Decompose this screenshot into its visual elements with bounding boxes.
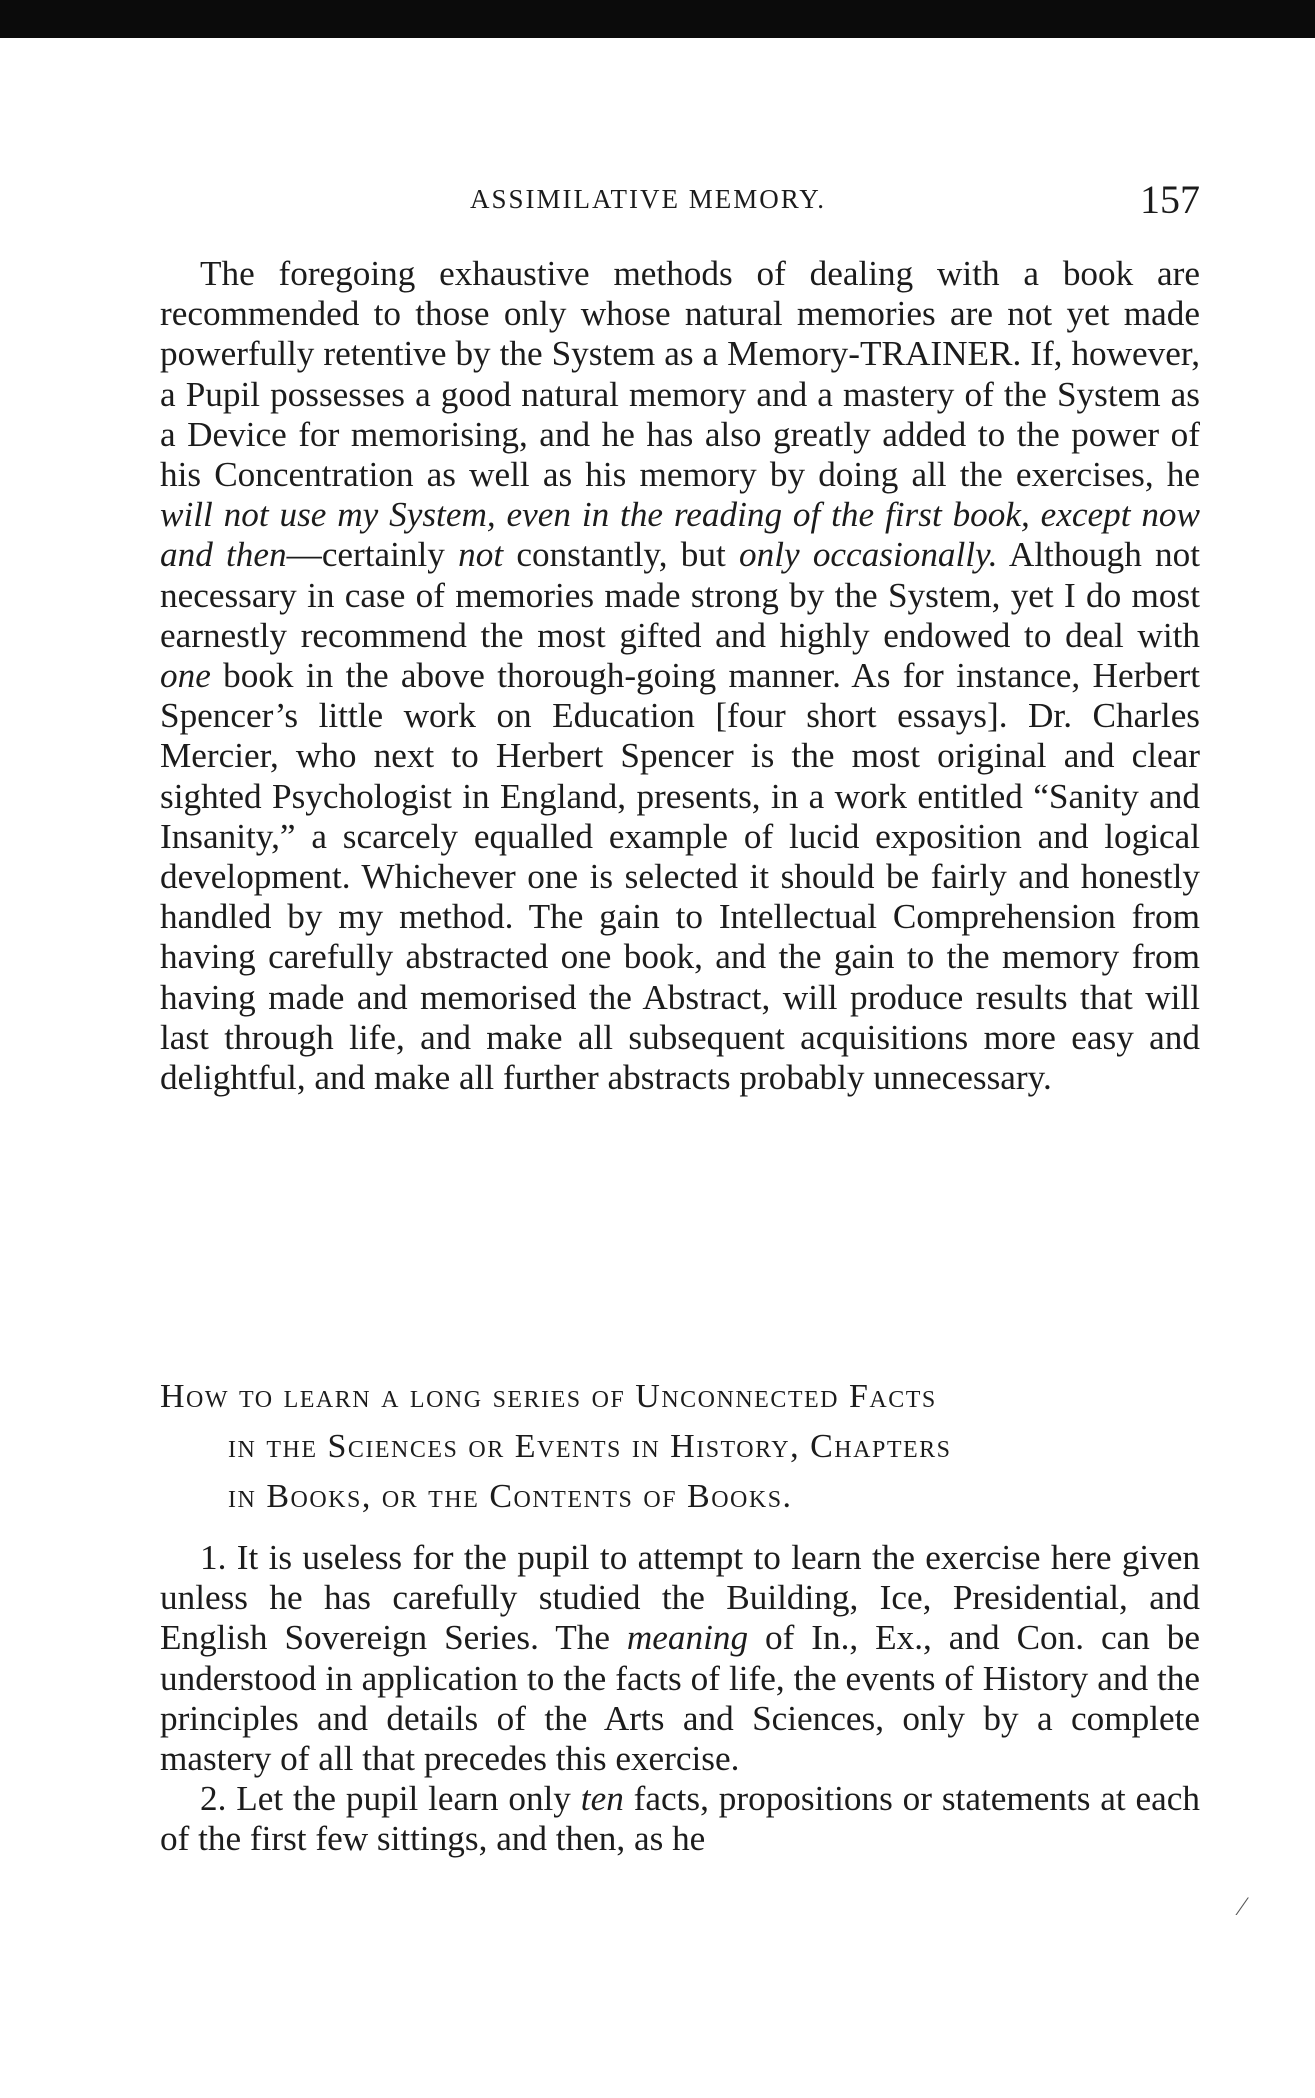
running-title: ASSIMILATIVE MEMORY. xyxy=(470,184,827,214)
text-run: facts, propositions or statements at each of the first few sittings, and then, as he xyxy=(160,1779,1201,1859)
heading-line-1: How to learn a long series of Unconnected Facts xyxy=(160,1378,937,1415)
italic-run: not xyxy=(458,535,504,575)
text-run: The foregoing exhaustive methods of dealing with a book are recommended to those only whose natural memories are not yet made powerfully retentive by the System as a Memory-TRAINER. If, however, a Pupil possesses a good natural memory and a mastery of the System as a Device for memorising, and he has also greatly added to the power of his Concentration as well as his memory by doing all the exercises, he xyxy=(160,254,1200,495)
point-2 xyxy=(160,1779,1200,1859)
paragraph-1 xyxy=(160,254,1200,1098)
heading-line-2: in the Sciences or Events in History, Chapters xyxy=(228,1428,952,1465)
text-run: Although not necessary in case of memories made strong by the System, yet I do most earnestly recommend the most gifted and highly endowed to deal with xyxy=(160,535,1201,655)
text-run: constantly, but xyxy=(503,535,739,575)
italic-run: will not use my System, even in the reading of the first book, except now and then xyxy=(160,495,1200,575)
heading-line-3: in Books, or the Contents of Books. xyxy=(228,1478,793,1515)
text-run: —certainly xyxy=(286,535,459,575)
text-run: book in the above thorough-going manner. As for instance, Herbert Spencer’s little work on Education [four short essays]. Dr. Charles Mercier, who next to Herbert Spencer is the most original and clear sighted Psychologist in England, presents, in a work entitled “Sanity and Insanity,” a scarcely equalled example of lucid exposition and logical development. Whichever one is selected it should be fairly and honestly handled by my method. The gain to Intellectual Comprehension from having carefully abstracted one book, and the gain to the memory from having made and memorised the Abstract, will produce results that will last through life, and make all subsequent acquisitions more easy and delightful, and make all further abstracts probably unnecessary. xyxy=(160,656,1200,1098)
margin-pencil-mark: ⁄ xyxy=(1240,1892,1245,1921)
point-number: 2. xyxy=(200,1779,227,1819)
italic-run: ten xyxy=(580,1779,624,1819)
scan-top-border xyxy=(0,0,1315,38)
section-heading xyxy=(160,1372,1200,1522)
italic-run: meaning xyxy=(626,1618,749,1658)
italic-run: one xyxy=(160,656,211,696)
text-run: It is useless for the pupil to attempt to learn the exercise here given unless he has carefully studied the Building, Ice, Presidential, and English Sovereign Series. The xyxy=(160,1538,1200,1658)
text-run: of In., Ex., and Con. can be understood in application to the facts of life, the events of History and the principles and details of the Arts and Sciences, only by a complete mastery of all that precedes this exercise. xyxy=(160,1618,1200,1779)
numbered-points xyxy=(160,1538,1200,1860)
text-run: Let the pupil learn only xyxy=(226,1779,581,1819)
point-number: 1. xyxy=(200,1538,227,1577)
point-1 xyxy=(160,1538,1200,1779)
running-head xyxy=(160,176,1200,226)
italic-run: only occasionally. xyxy=(739,535,998,575)
page-number: 157 xyxy=(1140,177,1200,222)
paragraph-main xyxy=(160,254,1200,1098)
